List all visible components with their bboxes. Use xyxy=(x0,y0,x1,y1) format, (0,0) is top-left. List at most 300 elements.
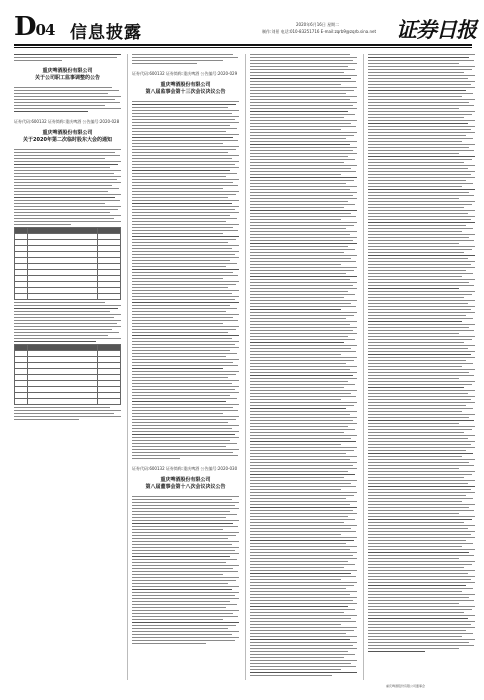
text-line xyxy=(250,168,351,169)
text-line xyxy=(368,408,473,409)
text-line xyxy=(368,252,464,253)
text-line xyxy=(250,87,357,88)
text-line xyxy=(368,591,462,592)
text-line xyxy=(250,561,348,562)
text-line xyxy=(250,618,351,619)
text-line xyxy=(132,449,239,450)
text-line xyxy=(14,341,96,342)
text-line xyxy=(368,321,462,322)
text-line xyxy=(14,99,115,100)
text-line xyxy=(14,329,112,330)
text-line xyxy=(132,586,239,587)
text-line xyxy=(132,604,237,605)
text-line xyxy=(250,180,354,181)
text-line xyxy=(132,383,232,384)
text-line xyxy=(132,592,239,593)
text-line xyxy=(368,300,475,301)
text-line xyxy=(368,357,475,358)
text-line xyxy=(368,390,475,391)
text-line xyxy=(132,508,239,509)
text-line xyxy=(132,212,239,213)
table-cell xyxy=(98,399,121,405)
text-line xyxy=(14,185,112,186)
text-line xyxy=(132,203,232,204)
text-line xyxy=(250,78,351,79)
text-line xyxy=(132,263,237,264)
text-line xyxy=(132,134,239,135)
text-line xyxy=(132,119,235,120)
text-line xyxy=(250,663,351,664)
text-line xyxy=(368,414,475,415)
text-line xyxy=(14,335,108,336)
text-line xyxy=(250,654,355,655)
text-line xyxy=(250,354,341,355)
text-line xyxy=(132,161,239,162)
text-line xyxy=(132,565,239,566)
text-line xyxy=(132,458,180,459)
text-line xyxy=(14,200,120,201)
text-line xyxy=(132,386,239,387)
text-line xyxy=(14,191,108,192)
text-line xyxy=(368,342,464,343)
text-line xyxy=(250,597,357,598)
text-line xyxy=(14,209,118,210)
text-line xyxy=(368,471,475,472)
text-line xyxy=(132,356,226,357)
text-line xyxy=(250,195,353,196)
text-line xyxy=(132,410,238,411)
text-line xyxy=(368,123,468,124)
text-line xyxy=(250,423,357,424)
text-line xyxy=(368,60,474,61)
text-line xyxy=(14,102,120,103)
text-line xyxy=(368,480,475,481)
text-line xyxy=(132,544,232,545)
text-line xyxy=(368,216,475,217)
text-line xyxy=(132,532,239,533)
text-line xyxy=(132,293,232,294)
text-line xyxy=(250,216,356,217)
text-line xyxy=(132,514,237,515)
text-line xyxy=(250,135,354,136)
footer-signature: 重庆啤酒股份有限公司董事会 xyxy=(386,684,426,688)
text-line xyxy=(250,474,355,475)
text-line xyxy=(250,225,354,226)
text-line xyxy=(368,525,475,526)
text-line xyxy=(14,326,121,327)
text-line xyxy=(132,206,239,207)
text-line xyxy=(132,224,239,225)
text-line xyxy=(250,132,357,133)
text-line xyxy=(368,375,474,376)
text-line xyxy=(250,411,357,412)
text-line xyxy=(250,456,357,457)
text-line xyxy=(250,93,346,94)
text-line xyxy=(250,294,355,295)
text-line xyxy=(250,414,350,415)
table-cell xyxy=(15,294,28,300)
text-line xyxy=(14,188,119,189)
text-line xyxy=(368,576,475,577)
text-line xyxy=(368,114,472,115)
text-line xyxy=(132,137,233,138)
text-line xyxy=(132,440,230,441)
text-line xyxy=(368,54,475,55)
text-line xyxy=(250,318,346,319)
text-line xyxy=(368,75,475,76)
text-line xyxy=(132,155,239,156)
text-line xyxy=(368,372,469,373)
text-line xyxy=(368,402,475,403)
text-line xyxy=(250,363,346,364)
text-line xyxy=(132,347,239,348)
text-line xyxy=(250,549,350,550)
text-line xyxy=(250,249,355,250)
announcement-company: 重庆啤酒股份有限公司 xyxy=(160,477,211,483)
text-line xyxy=(250,147,357,148)
text-line xyxy=(132,197,228,198)
data-table xyxy=(14,227,121,300)
text-line xyxy=(132,296,239,297)
text-line xyxy=(14,108,121,109)
text-line xyxy=(368,573,468,574)
text-line xyxy=(250,576,356,577)
text-line xyxy=(368,612,464,613)
text-line xyxy=(250,291,348,292)
text-line xyxy=(368,462,469,463)
text-line xyxy=(250,483,351,484)
text-line xyxy=(368,483,468,484)
text-line xyxy=(132,547,239,548)
text-line xyxy=(132,185,238,186)
page-letter: D xyxy=(14,12,36,42)
text-line xyxy=(132,550,235,551)
text-line xyxy=(368,330,474,331)
announcement-code-line: 证券代码:600132 证券简称:重庆啤酒 公告编号:2020-030 xyxy=(132,466,238,471)
text-line xyxy=(368,84,471,85)
text-line xyxy=(250,120,357,121)
text-line xyxy=(368,522,464,523)
text-line xyxy=(132,431,239,432)
text-line xyxy=(250,261,356,262)
text-line xyxy=(368,201,475,202)
text-line xyxy=(368,234,475,235)
text-line xyxy=(250,672,357,673)
text-line xyxy=(14,320,121,321)
text-line xyxy=(132,257,239,258)
text-line xyxy=(368,225,466,226)
text-line xyxy=(368,450,466,451)
text-line xyxy=(368,597,469,598)
text-line xyxy=(368,459,475,460)
text-line xyxy=(368,411,462,412)
text-line xyxy=(250,651,348,652)
text-line xyxy=(368,183,473,184)
text-line xyxy=(132,254,235,255)
text-line xyxy=(132,284,236,285)
text-line xyxy=(250,429,355,430)
text-line xyxy=(250,528,351,529)
text-line xyxy=(14,314,121,315)
text-line xyxy=(368,210,475,211)
text-line xyxy=(368,303,468,304)
text-line xyxy=(250,150,353,151)
text-line xyxy=(368,426,475,427)
text-line xyxy=(132,625,236,626)
table-cell xyxy=(15,399,28,405)
text-line xyxy=(132,413,223,414)
text-line xyxy=(368,306,475,307)
text-line xyxy=(132,353,237,354)
text-line xyxy=(250,153,357,154)
text-line xyxy=(250,270,354,271)
text-line xyxy=(132,101,239,102)
text-line xyxy=(368,465,474,466)
text-line xyxy=(250,243,357,244)
text-line xyxy=(132,559,237,560)
text-line xyxy=(132,281,239,282)
text-line xyxy=(250,447,357,448)
text-line xyxy=(368,477,464,478)
text-line xyxy=(132,299,235,300)
text-line xyxy=(250,642,357,643)
text-line xyxy=(368,72,464,73)
text-line xyxy=(250,516,348,517)
text-line xyxy=(250,321,357,322)
text-line xyxy=(14,323,117,324)
text-line xyxy=(132,323,223,324)
text-line xyxy=(368,276,462,277)
text-line xyxy=(250,129,341,130)
text-line xyxy=(368,423,459,424)
text-line xyxy=(368,486,475,487)
text-line xyxy=(368,57,469,58)
text-line xyxy=(250,426,348,427)
text-line xyxy=(132,140,238,141)
text-line xyxy=(250,624,341,625)
text-line xyxy=(132,248,232,249)
column-divider xyxy=(363,54,364,680)
text-line xyxy=(250,75,357,76)
column-1 xyxy=(14,54,121,680)
text-line xyxy=(368,135,466,136)
text-line xyxy=(368,399,471,400)
text-line xyxy=(132,128,237,129)
text-line xyxy=(368,288,459,289)
text-line xyxy=(250,285,353,286)
text-line xyxy=(132,110,239,111)
text-line xyxy=(250,192,357,193)
text-line xyxy=(132,392,239,393)
text-line xyxy=(132,589,232,590)
text-line xyxy=(250,69,355,70)
text-line xyxy=(368,339,472,340)
text-line xyxy=(132,149,236,150)
announcement-code-line: 证券代码:600132 证券简称:重庆啤酒 公告编号:2020-029 xyxy=(132,71,238,76)
text-line xyxy=(14,194,121,195)
text-line xyxy=(132,499,232,500)
text-line xyxy=(132,398,237,399)
text-line xyxy=(368,516,475,517)
text-line xyxy=(368,285,474,286)
announcement-title: 第八届监事会第十三次会议决议公告 xyxy=(145,89,226,95)
text-line xyxy=(250,543,346,544)
text-line xyxy=(250,588,346,589)
text-line xyxy=(368,261,475,262)
text-line xyxy=(368,246,475,247)
text-line xyxy=(250,204,355,205)
contact-line: 制作:刘景 电话:010-83251716 E-mail:zqrb9@zqrb.sina.net xyxy=(262,29,377,34)
table-row xyxy=(15,294,121,300)
text-line xyxy=(250,66,348,67)
text-line xyxy=(368,642,469,643)
text-line xyxy=(250,582,357,583)
text-line xyxy=(250,459,350,460)
text-line xyxy=(132,344,235,345)
text-line xyxy=(368,651,425,652)
text-line xyxy=(368,153,459,154)
text-line xyxy=(132,227,233,228)
text-line xyxy=(250,252,344,253)
text-line xyxy=(368,267,475,268)
text-line xyxy=(132,218,237,219)
text-line xyxy=(14,317,114,318)
text-line xyxy=(132,269,239,270)
text-line xyxy=(132,308,237,309)
text-line xyxy=(14,167,110,168)
column-4 xyxy=(368,54,475,680)
text-line xyxy=(368,204,472,205)
text-line xyxy=(368,393,468,394)
text-line xyxy=(368,492,475,493)
text-line xyxy=(368,495,466,496)
text-line xyxy=(368,96,462,97)
text-line xyxy=(250,567,344,568)
text-line xyxy=(132,446,226,447)
text-line xyxy=(368,297,464,298)
text-line xyxy=(368,258,468,259)
text-line xyxy=(368,489,471,490)
text-line xyxy=(250,96,357,97)
text-line xyxy=(132,404,239,405)
text-line xyxy=(368,198,459,199)
text-line xyxy=(250,345,357,346)
text-line xyxy=(14,302,105,303)
text-line xyxy=(132,562,226,563)
text-line xyxy=(250,72,344,73)
text-line xyxy=(368,438,468,439)
text-line xyxy=(368,648,459,649)
text-line xyxy=(250,114,355,115)
text-line xyxy=(250,177,357,178)
text-line xyxy=(368,378,459,379)
text-line xyxy=(368,279,475,280)
text-line xyxy=(368,66,475,67)
page-number xyxy=(14,14,54,43)
text-line xyxy=(132,236,239,237)
text-line xyxy=(368,555,474,556)
text-line xyxy=(132,365,238,366)
text-line xyxy=(250,156,348,157)
text-line xyxy=(250,555,353,556)
text-line xyxy=(250,435,357,436)
table-cell xyxy=(98,294,121,300)
text-line xyxy=(14,221,121,222)
text-line xyxy=(250,639,350,640)
text-line xyxy=(250,300,357,301)
text-line xyxy=(368,144,475,145)
text-line xyxy=(250,630,354,631)
text-line xyxy=(250,339,355,340)
text-line xyxy=(132,341,239,342)
text-line xyxy=(368,186,462,187)
text-line xyxy=(250,600,353,601)
text-line xyxy=(132,571,238,572)
text-line xyxy=(368,537,475,538)
text-line xyxy=(250,486,356,487)
text-line xyxy=(368,615,475,616)
text-line xyxy=(250,306,356,307)
text-line xyxy=(250,213,351,214)
text-line xyxy=(14,215,121,216)
text-line xyxy=(368,504,475,505)
text-line xyxy=(368,558,459,559)
text-line xyxy=(250,438,351,439)
text-line xyxy=(368,582,475,583)
text-line xyxy=(250,399,341,400)
text-line xyxy=(368,645,474,646)
text-line xyxy=(250,381,348,382)
text-line xyxy=(368,363,473,364)
text-line xyxy=(132,401,226,402)
text-line xyxy=(250,360,354,361)
text-line xyxy=(368,318,473,319)
text-line xyxy=(250,54,350,55)
page-header xyxy=(0,0,484,46)
text-line xyxy=(14,305,121,306)
text-line xyxy=(250,471,348,472)
text-line xyxy=(250,666,356,667)
text-line xyxy=(250,489,341,490)
text-line xyxy=(132,209,235,210)
text-line xyxy=(250,102,357,103)
text-line xyxy=(368,570,475,571)
text-line xyxy=(132,607,226,608)
text-line xyxy=(14,224,71,225)
text-line xyxy=(132,574,223,575)
text-line xyxy=(250,378,357,379)
text-line xyxy=(250,396,356,397)
text-line xyxy=(14,152,115,153)
text-line xyxy=(132,260,230,261)
text-line xyxy=(132,251,239,252)
text-line xyxy=(14,161,121,162)
text-line xyxy=(368,456,462,457)
text-line xyxy=(132,287,228,288)
text-line xyxy=(250,603,357,604)
text-line xyxy=(132,57,238,58)
text-line xyxy=(250,522,344,523)
text-line xyxy=(250,612,344,613)
text-line xyxy=(250,507,357,508)
text-line xyxy=(250,210,357,211)
text-line xyxy=(368,249,472,250)
text-line xyxy=(368,513,459,514)
text-line xyxy=(368,63,459,64)
text-line xyxy=(368,168,468,169)
text-line xyxy=(250,606,348,607)
text-line xyxy=(132,122,239,123)
